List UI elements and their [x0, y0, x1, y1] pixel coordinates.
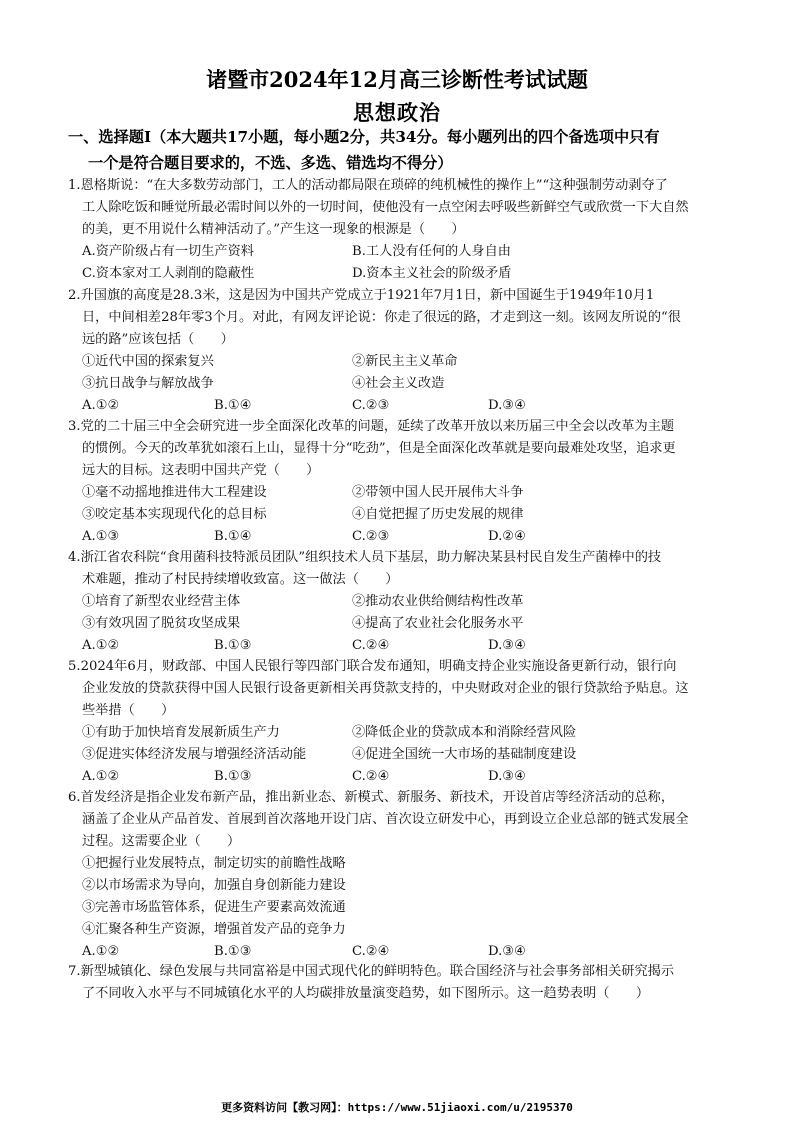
statement-4: ④自觉把握了历史发展的规律 [352, 507, 524, 522]
question-stem-line: 工人除吃饭和睡觉所最必需时间以外的一切时间，使他没有一点空闲去呼吸些新鲜空气或欣赏一下大自然 [82, 200, 689, 215]
question-stem-line: 远大的目标。这表明中国共产党（ ） [82, 463, 320, 478]
option-b[interactable]: B.①④ [214, 529, 252, 544]
statement-1: ①毫不动摇地推进伟大工程建设 [82, 485, 267, 500]
option-a[interactable]: A.①② [82, 769, 120, 784]
option-d[interactable]: D.③④ [488, 769, 526, 784]
question-6 [68, 787, 736, 963]
statement-1: ①有助于加快培育发展新质生产力 [82, 725, 280, 740]
option-d[interactable]: D.资本主义社会的阶级矛盾 [352, 266, 512, 281]
question-3 [68, 416, 736, 548]
question-2 [68, 285, 736, 417]
question-stem-line: 过程。这需要企业（ ） [82, 834, 241, 849]
option-a[interactable]: A.①③ [82, 529, 120, 544]
exam-title: 诸暨市2024年12月高三诊断性考试试题 [206, 67, 588, 92]
question-stem-line: 远的路”应该包括（ ） [82, 332, 234, 347]
question-1 [68, 175, 736, 285]
option-a[interactable]: A.①② [82, 398, 120, 413]
question-stem-line: 了不同收入水平与不同城镇化水平的人均碳排放量演变趋势，如下图所示。这一趋势表明（ ） [82, 986, 650, 1001]
option-d[interactable]: D.③④ [488, 944, 526, 959]
statement-3: ③有效巩固了脱贫攻坚成果 [82, 616, 241, 631]
option-b[interactable]: B.工人没有任何的人身自由 [352, 244, 511, 259]
option-c[interactable]: C.②③ [352, 398, 390, 413]
option-b[interactable]: B.①③ [214, 638, 252, 653]
statement-2: ②推动农业供给侧结构性改革 [352, 594, 524, 609]
statement-3: ③咬定基本实现现代化的总目标 [82, 507, 267, 522]
statement-2: ②以市场需求为导向，加强自身创新能力建设 [82, 878, 346, 893]
statement-3: ③抗日战争与解放战争 [82, 376, 214, 391]
option-b[interactable]: B.①④ [214, 398, 252, 413]
question-stem-line: 7.新型城镇化、绿色发展与共同富裕是中国式现代化的鲜明特色。联合国经济与社会事务部相关研究揭示 [68, 964, 675, 979]
question-stem-line: 的惯例。今天的改革犹如滚石上山，显得十分“吃劲”，但是全面深化改革就是要向最难处攻坚，追求更 [82, 441, 676, 456]
question-stem-line: 日，中间相差28年零3个月。对此，有网友评论说：你走了很远的路，才走到这一刻。该网友所说的“很 [82, 310, 681, 325]
question-stem-line: 5.2024年6月，财政部、中国人民银行等四部门联合发布通知，明确支持企业实施设备更新行动，银行向 [68, 659, 677, 674]
option-c[interactable]: C.资本家对工人剥削的隐蔽性 [82, 266, 255, 281]
option-c[interactable]: C.②③ [352, 529, 390, 544]
question-stem-line: 4.浙江省农科院“食用菌科技特派员团队”组织技术人员下基层，助力解决某县村民自发生产菌棒中的技 [68, 550, 662, 565]
option-d[interactable]: D.③④ [488, 398, 526, 413]
option-b[interactable]: B.①③ [214, 944, 252, 959]
question-stem-line: 6.首发经济是指企业发布新产品，推出新业态、新模式、新服务、新技术，开设首店等经济活动的总称， [68, 790, 675, 805]
question-stem-line: 企业发放的贷款获得中国人民银行设备更新相关再贷款支持的，中央财政对企业的银行贷款给予贴息。这 [82, 681, 689, 696]
option-c[interactable]: C.②④ [352, 638, 390, 653]
option-a[interactable]: A.资产阶级占有一切生产资料 [82, 244, 254, 259]
statement-2: ②新民主主义革命 [352, 354, 458, 369]
question-stem-line: 1.恩格斯说：“在大多数劳动部门，工人的活动都局限在琐碎的纯机械性的操作上”“这种强制劳动剥夺了 [68, 178, 668, 193]
question-stem-line: 2.升国旗的高度是28.3米，这是因为中国共产党成立于1921年7月1日，新中国诞生于1949年10月1 [68, 288, 655, 303]
question-5 [68, 656, 736, 788]
option-b[interactable]: B.①③ [214, 769, 252, 784]
statement-2: ②带领中国人民开展伟大斗争 [352, 485, 524, 500]
section-heading-line: 一个是符合题目要求的，不选、多选、错选均不得分） [88, 154, 453, 172]
footer-link[interactable]: 更多资料访问【教习网】：https://www.51jiaoxi.com/u/2195370 [221, 1101, 573, 1114]
statement-4: ④社会主义改造 [352, 376, 445, 391]
question-7 [68, 961, 736, 1005]
option-c[interactable]: C.②④ [352, 944, 390, 959]
statement-1: ①培育了新型农业经营主体 [82, 594, 241, 609]
option-d[interactable]: D.③④ [488, 638, 526, 653]
question-stem-line: 涵盖了企业从产品首发、首展到首次落地开设门店、首次设立研发中心，再到设立企业总部的链式发展全 [82, 812, 689, 827]
statement-4: ④提高了农业社会化服务水平 [352, 616, 524, 631]
statement-1: ①把握行业发展特点，制定切实的前瞻性战略 [82, 856, 346, 871]
statement-3: ③完善市场监管体系，促进生产要素高效流通 [82, 900, 346, 915]
question-stem-line: 些举措（ ） [82, 703, 175, 718]
subject-title: 思想政治 [353, 100, 441, 125]
question-stem-line: 术难题，推动了村民持续增收致富。这一做法（ ） [82, 572, 399, 587]
section-heading-line: 一、选择题Ⅰ（本大题共17小题，每小题2分，共34分。每小题列出的四个备选项中只有 [68, 128, 660, 146]
option-a[interactable]: A.①② [82, 944, 120, 959]
question-4 [68, 547, 736, 657]
question-stem-line: 的美，更不用说什么精神活动了。”产生这一现象的根源是（ ） [82, 222, 465, 237]
statement-4: ④汇聚各种生产资源，增强首发产品的竞争力 [82, 922, 346, 937]
statement-2: ②降低企业的贷款成本和消除经营风险 [352, 725, 577, 740]
statement-3: ③促进实体经济发展与增强经济活动能 [82, 747, 307, 762]
question-stem-line: 3.党的二十届三中全会研究进一步全面深化改革的问题，延续了改革开放以来历届三中全会以改革为主题 [68, 419, 675, 434]
option-c[interactable]: C.②④ [352, 769, 390, 784]
option-d[interactable]: D.②④ [488, 529, 526, 544]
statement-1: ①近代中国的探索复兴 [82, 354, 214, 369]
statement-4: ④促进全国统一大市场的基础制度建设 [352, 747, 577, 762]
section-heading [68, 124, 738, 176]
option-a[interactable]: A.①② [82, 638, 120, 653]
